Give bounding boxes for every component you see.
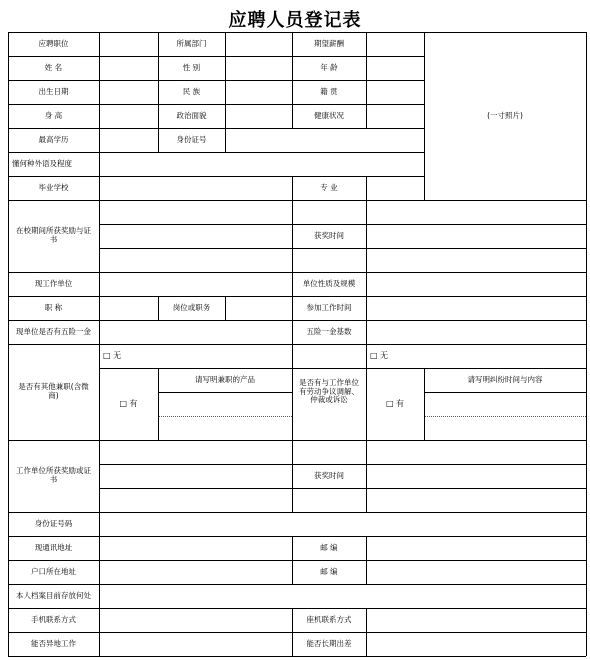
- label-ethnicity: 民 族: [182, 86, 201, 96]
- label-mobile: 手机联系方式: [31, 614, 76, 624]
- col-line: [366, 536, 367, 584]
- row-line: [424, 392, 586, 393]
- label-relocate: 能否异地工作: [31, 638, 76, 648]
- col-line: [366, 176, 367, 200]
- label-political-status: 政治面貌: [176, 110, 207, 120]
- label-title-rank: 职 称: [44, 302, 63, 312]
- label-id-card: 身份证号: [176, 134, 207, 144]
- label-zip-2: 邮 编: [320, 566, 338, 576]
- checkbox-dispute-yes[interactable]: □ 有: [385, 399, 405, 409]
- label-expected-salary: 期望薪酬: [314, 38, 344, 48]
- label-position: 应聘职位: [38, 38, 69, 48]
- label-health: 健康状况: [314, 110, 344, 120]
- col-line: [225, 296, 226, 320]
- label-current-employer: 现工作单位: [34, 278, 73, 288]
- label-award-time-2: 获奖时间: [314, 470, 344, 480]
- col-line: [225, 32, 226, 152]
- dotted-row-line: [424, 416, 586, 417]
- col-line: [366, 200, 367, 272]
- label-department: 所属部门: [176, 38, 207, 48]
- label-post: 岗位或职务: [172, 302, 211, 312]
- label-dispute: 是否有与工作单位有劳动争议调解、仲裁或诉讼: [299, 378, 359, 405]
- label-award-time-1: 获奖时间: [314, 230, 344, 240]
- label-id-number: 身份证号码: [34, 518, 73, 528]
- col-line: [366, 32, 367, 128]
- label-school-awards: 在校期间所获奖励与证书: [16, 226, 91, 244]
- label-age: 年 龄: [320, 62, 338, 72]
- label-education: 最高学历: [38, 134, 69, 144]
- label-landline: 座机联系方式: [306, 614, 352, 624]
- label-part-time: 是否有其他兼职(含微商): [18, 382, 89, 400]
- label-birth-date: 出生日期: [38, 86, 69, 96]
- col-line: [366, 608, 367, 656]
- col-line: [366, 440, 367, 512]
- label-height: 身 高: [44, 110, 63, 120]
- row-line: [8, 656, 586, 657]
- label-work-awards: 工作单位所获奖励或证书: [16, 466, 91, 484]
- label-insurance-base: 五险一金基数: [306, 326, 352, 336]
- label-gender: 性 别: [182, 62, 201, 72]
- label-native-place: 籍 贯: [320, 86, 338, 96]
- label-part-time-product: 请写明兼职的产品: [195, 374, 255, 384]
- label-business-trip: 能否长期出差: [306, 638, 352, 648]
- photo-placeholder: (一寸照片): [487, 110, 523, 120]
- label-work-start: 参加工作时间: [306, 302, 352, 312]
- label-hukou: 户口所在地址: [31, 566, 76, 576]
- label-dispute-detail: 请写明纠纷时间与内容: [467, 374, 543, 384]
- label-foreign-language: 懂何种外语及程度: [12, 158, 72, 168]
- label-insurance: 现单位是否有五险一金: [16, 326, 91, 336]
- label-school: 毕业学校: [38, 182, 69, 192]
- checkbox-dispute-none[interactable]: □ 无: [370, 351, 389, 361]
- checkbox-part-time-none[interactable]: □ 无: [103, 351, 122, 361]
- label-archive: 本人档案目前存放何处: [16, 590, 91, 600]
- label-zip-1: 邮 编: [320, 542, 338, 552]
- checkbox-part-time-yes[interactable]: □ 有: [119, 399, 138, 409]
- label-address: 现通讯地址: [34, 542, 73, 552]
- col-line: [366, 272, 367, 344]
- label-major: 专 业: [320, 182, 338, 192]
- row-line: [158, 392, 292, 393]
- dotted-row-line: [158, 416, 292, 417]
- form-title: 应聘人员登记表: [228, 10, 362, 31]
- label-name: 姓 名: [44, 62, 63, 72]
- col-line: [586, 32, 587, 656]
- label-employer-nature: 单位性质及规模: [302, 278, 356, 288]
